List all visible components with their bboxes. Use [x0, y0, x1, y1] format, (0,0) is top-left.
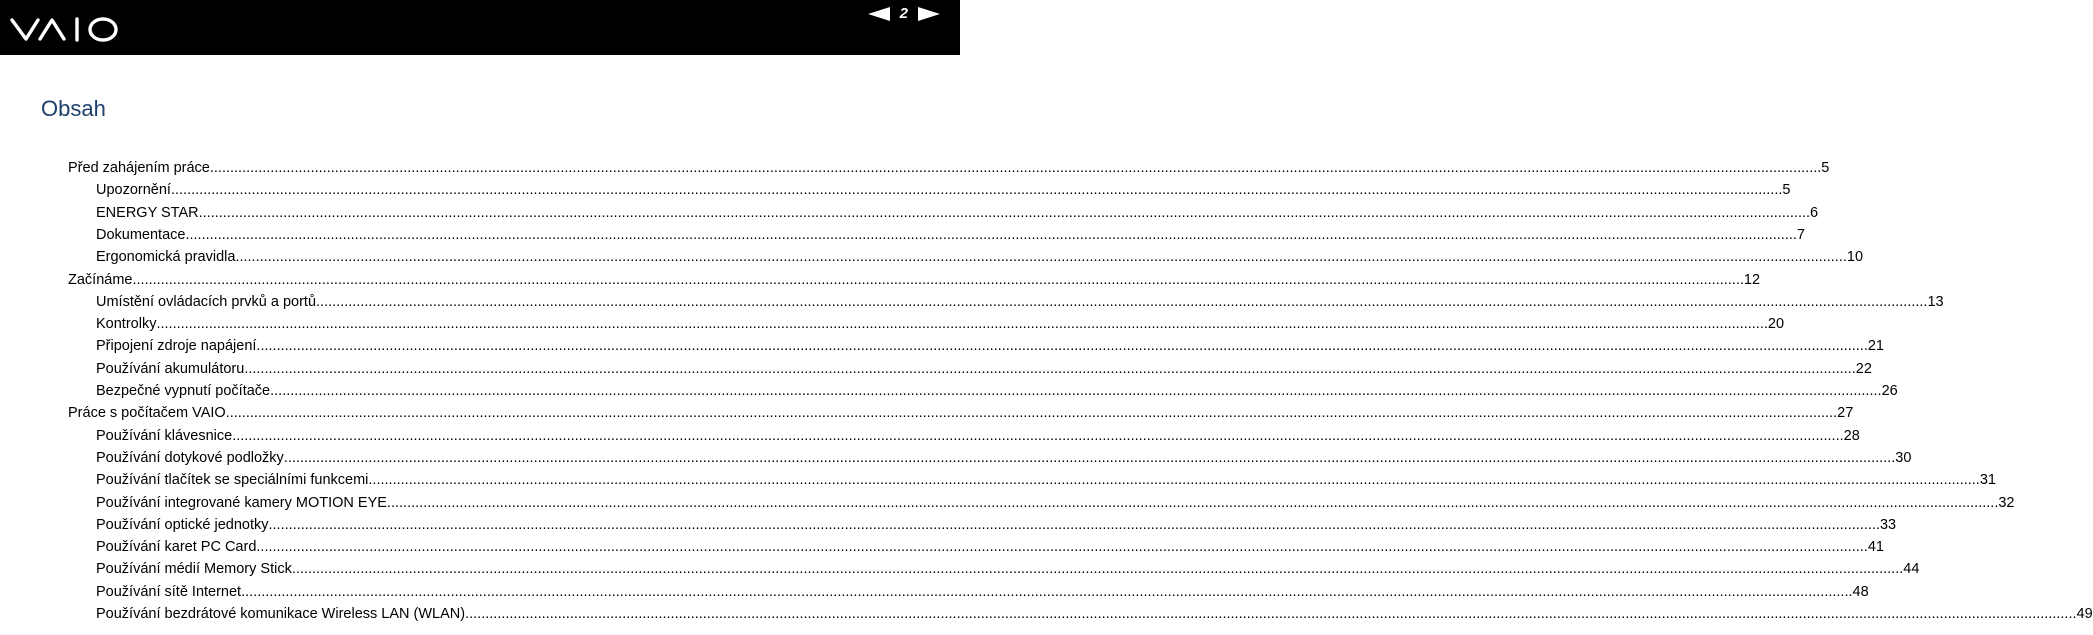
- toc-leader-dots: ................................................................................................................................................................................................................................................................................................................................................................................................................: [170, 182, 1783, 199]
- toc-entry-label: Bezpečné vypnutí počítače: [96, 383, 271, 399]
- toc-entry[interactable]: [96, 378, 1898, 400]
- toc-entry[interactable]: [96, 490, 2015, 512]
- toc-entry-page: 10: [1846, 249, 1864, 266]
- toc-entry-page: 5: [1782, 182, 1791, 199]
- toc-entry[interactable]: [96, 556, 1920, 578]
- toc-entry-page: 33: [1879, 516, 1897, 533]
- toc-entry[interactable]: [96, 423, 1860, 445]
- toc-leader-dots: ................................................................................................................................................................................................................................................................................................................................................................................................................: [241, 583, 1853, 600]
- toc-leader-dots: ................................................................................................................................................................................................................................................................................................................................................................................................................: [244, 360, 1856, 377]
- toc-entry[interactable]: [96, 200, 1819, 222]
- toc-entry-page: 12: [1743, 271, 1761, 288]
- toc-leader-dots: ................................................................................................................................................................................................................................................................................................................................................................................................................: [283, 449, 1896, 466]
- toc-entry[interactable]: [96, 579, 1869, 601]
- toc-entry-page: 6: [1810, 204, 1819, 221]
- page-number: 2: [899, 5, 908, 22]
- toc-entry-label: Používání médií Memory Stick: [96, 561, 292, 578]
- toc-entry-page: 20: [1767, 316, 1785, 333]
- toc-entry-page: 28: [1843, 427, 1860, 444]
- toc-entry-label: Před zahájením práce: [68, 160, 210, 176]
- toc-entry-label: Používání dotykové podložky: [96, 449, 284, 466]
- toc-entry[interactable]: [96, 289, 1944, 311]
- toc-entry-page: 30: [1895, 449, 1912, 466]
- toc-entry-label: ENERGY STAR: [96, 204, 199, 221]
- toc-entry[interactable]: [68, 155, 1830, 177]
- toc-entry-page: 32: [1998, 494, 2015, 511]
- toc-leader-dots: ................................................................................................................................................................................................................................................................................................................................................................................................................: [270, 383, 1882, 399]
- left-arrow-icon[interactable]: [868, 7, 890, 21]
- toc-leader-dots: ................................................................................................................................................................................................................................................................................................................................................................................................................: [232, 427, 1844, 444]
- toc-entry-page: 49: [2076, 606, 2093, 622]
- toc-entry-page: 21: [1867, 338, 1884, 355]
- toc-leader-dots: ................................................................................................................................................................................................................................................................................................................................................................................................................: [268, 516, 1880, 533]
- toc-entry[interactable]: [96, 356, 1872, 378]
- toc-entry[interactable]: [96, 601, 2093, 623]
- page-title: Obsah: [41, 96, 106, 121]
- toc-entry-label: Začínáme: [68, 271, 133, 288]
- toc-entry-label: Kontrolky: [96, 316, 157, 333]
- page-header: [0, 0, 960, 55]
- toc-leader-dots: ................................................................................................................................................................................................................................................................................................................................................................................................................: [132, 271, 1744, 288]
- toc-entry-page: 26: [1881, 383, 1898, 399]
- toc-entry[interactable]: [96, 222, 1805, 244]
- toc-leader-dots: ................................................................................................................................................................................................................................................................................................................................................................................................................: [368, 472, 1980, 489]
- toc-entry[interactable]: [68, 400, 1854, 422]
- toc-entry-label: Používání integrované kamery MOTION EYE: [96, 494, 387, 511]
- toc-entry-label: Používání sítě Internet: [96, 583, 242, 600]
- toc-leader-dots: ................................................................................................................................................................................................................................................................................................................................................................................................................: [465, 606, 2077, 622]
- toc-entry[interactable]: [96, 512, 1897, 534]
- toc-entry-label: Umístění ovládacích prvků a portů: [96, 293, 317, 310]
- toc-entry-page: 31: [1979, 472, 1996, 489]
- toc-entry-page: 7: [1796, 226, 1805, 243]
- vaio-logo: [10, 14, 122, 44]
- toc-leader-dots: ................................................................................................................................................................................................................................................................................................................................................................................................................: [198, 204, 1811, 221]
- toc-leader-dots: ................................................................................................................................................................................................................................................................................................................................................................................................................: [225, 405, 1838, 422]
- toc-entry-label: Používání klávesnice: [96, 427, 233, 444]
- toc-entry-label: Upozornění: [96, 182, 171, 199]
- toc-leader-dots: ................................................................................................................................................................................................................................................................................................................................................................................................................: [291, 561, 1904, 578]
- toc-entry-label: Práce s počítačem VAIO: [68, 405, 226, 422]
- toc-entry-label: Dokumentace: [96, 226, 186, 243]
- toc-entry-label: Používání optické jednotky: [96, 516, 269, 533]
- toc-leader-dots: ................................................................................................................................................................................................................................................................................................................................................................................................................: [156, 316, 1768, 333]
- toc-entry-page: 44: [1903, 561, 1920, 578]
- toc-entry[interactable]: [68, 267, 1761, 289]
- toc-entry[interactable]: [96, 333, 1884, 355]
- page-navigation: [868, 0, 940, 28]
- right-arrow-icon[interactable]: [918, 7, 940, 21]
- toc-leader-dots: ................................................................................................................................................................................................................................................................................................................................................................................................................: [256, 539, 1868, 556]
- toc-entry-label: Používání tlačítek se speciálními funkcemi: [96, 472, 369, 489]
- toc-entry-label: Připojení zdroje napájení: [96, 338, 257, 355]
- toc-entry[interactable]: [96, 534, 1884, 556]
- toc-entry[interactable]: [96, 177, 1791, 199]
- toc-entry-page: 13: [1927, 293, 1944, 310]
- toc-entry[interactable]: [96, 467, 1996, 489]
- toc-entry[interactable]: [96, 311, 1785, 333]
- toc-leader-dots: ................................................................................................................................................................................................................................................................................................................................................................................................................: [256, 338, 1868, 355]
- toc-leader-dots: ................................................................................................................................................................................................................................................................................................................................................................................................................: [235, 249, 1847, 266]
- toc-entry-label: Používání akumulátoru: [96, 360, 245, 377]
- toc-leader-dots: ................................................................................................................................................................................................................................................................................................................................................................................................................: [209, 160, 1822, 176]
- toc-entry-label: Ergonomická pravidla: [96, 249, 236, 266]
- toc-entry-label: Používání bezdrátové komunikace Wireless LAN (WLAN): [96, 606, 466, 622]
- toc-entry[interactable]: [96, 445, 1912, 467]
- toc-entry-page: 27: [1837, 405, 1854, 422]
- toc-leader-dots: ................................................................................................................................................................................................................................................................................................................................................................................................................: [185, 226, 1797, 243]
- toc-entry-page: 5: [1821, 160, 1830, 176]
- toc-leader-dots: ................................................................................................................................................................................................................................................................................................................................................................................................................: [386, 494, 1999, 511]
- toc-entry-page: 22: [1855, 360, 1872, 377]
- toc-entry-page: 41: [1867, 539, 1884, 556]
- toc-entry-label: Používání karet PC Card: [96, 539, 257, 556]
- toc-entry[interactable]: [96, 244, 1864, 266]
- toc-leader-dots: ................................................................................................................................................................................................................................................................................................................................................................................................................: [316, 293, 1928, 310]
- toc-entry-page: 48: [1852, 583, 1869, 600]
